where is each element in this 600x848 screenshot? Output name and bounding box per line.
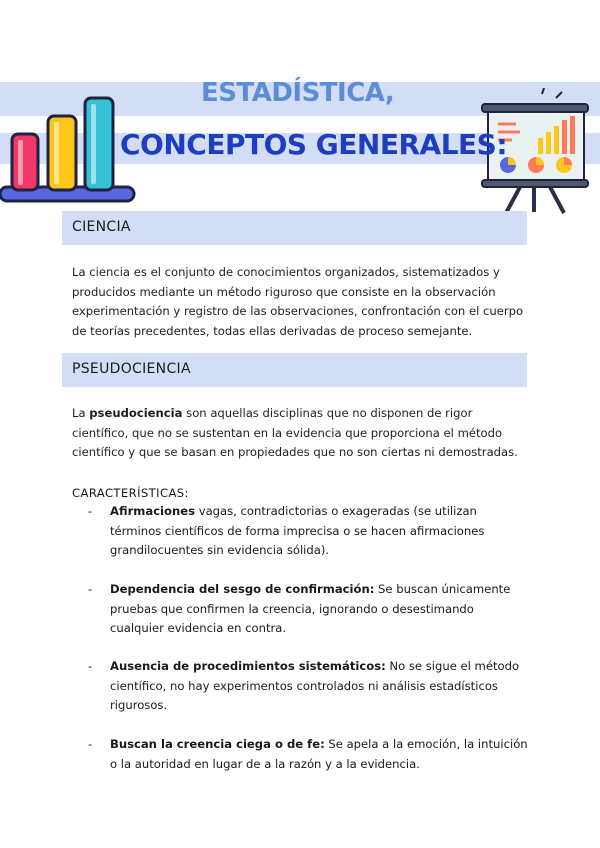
- page-title-line-1: ESTADÍSTICA,: [201, 78, 395, 108]
- list-item-bold: Buscan la creencia ciega o de fe:: [110, 737, 325, 751]
- list-item: [88, 735, 528, 774]
- list-item-text: Se apela a la emoción, la intuición o la autoridad en lugar de a la razón y a la evidencia.: [110, 737, 528, 771]
- list-item-bold: Ausencia de procedimientos sistemáticos:: [110, 659, 386, 673]
- pseudociencia-paragraph-rest: son aquellas disciplinas que no disponen de rigor científico, que no se sustentan en la evidencia que proporciona el método científico y que se basan en propiedades que no son ciertas ni demostradas.: [72, 406, 518, 459]
- section-ciencia-band: [62, 211, 527, 245]
- section-ciencia-heading: CIENCIA: [72, 219, 131, 235]
- bar-chart-illustration-icon: [0, 90, 140, 215]
- list-item-bold: Dependencia del sesgo de confirmación:: [110, 582, 375, 596]
- list-item-dash: -: [88, 737, 93, 751]
- section-pseudociencia-heading: PSEUDOCIENCIA: [72, 361, 191, 377]
- list-item-text: vagas, contradictorias o exageradas (se utilizan términos científicos de forma imprecisa o se hacen afirmaciones grandilocuentes sin evidencia sólida).: [110, 504, 485, 557]
- list-item-dash: -: [88, 659, 93, 673]
- list-item: [88, 580, 528, 639]
- list-item: [88, 502, 528, 561]
- list-item-dash: -: [88, 582, 93, 596]
- features-label: CARACTERÍSTICAS:: [72, 486, 189, 500]
- ciencia-paragraph: La ciencia es el conjunto de conocimientos organizados, sistematizados y producidos mediante un método riguroso que consiste en la observación experimentación y registro de las observaciones, confrontación con el cuerpo de teorías precedentes, todas ellas derivadas de proceso semejante.: [72, 265, 524, 338]
- list-item-dash: -: [88, 504, 93, 518]
- pseudociencia-paragraph: [72, 404, 532, 463]
- pseudociencia-paragraph-prefix: La: [72, 406, 90, 420]
- list-item: [88, 657, 528, 716]
- list-item-text: No se sigue el método científico, no hay experimentos controlados ni análisis estadísticos rigurosos.: [110, 659, 520, 712]
- page-title-line-2: CONCEPTOS GENERALES:: [120, 128, 508, 161]
- list-item-text: Se buscan únicamente pruebas que confirmen la creencia, ignorando o desestimando cualquier evidencia en contra.: [110, 582, 511, 635]
- pseudociencia-term: pseudociencia: [89, 406, 183, 420]
- list-item-bold: Afirmaciones: [110, 504, 196, 518]
